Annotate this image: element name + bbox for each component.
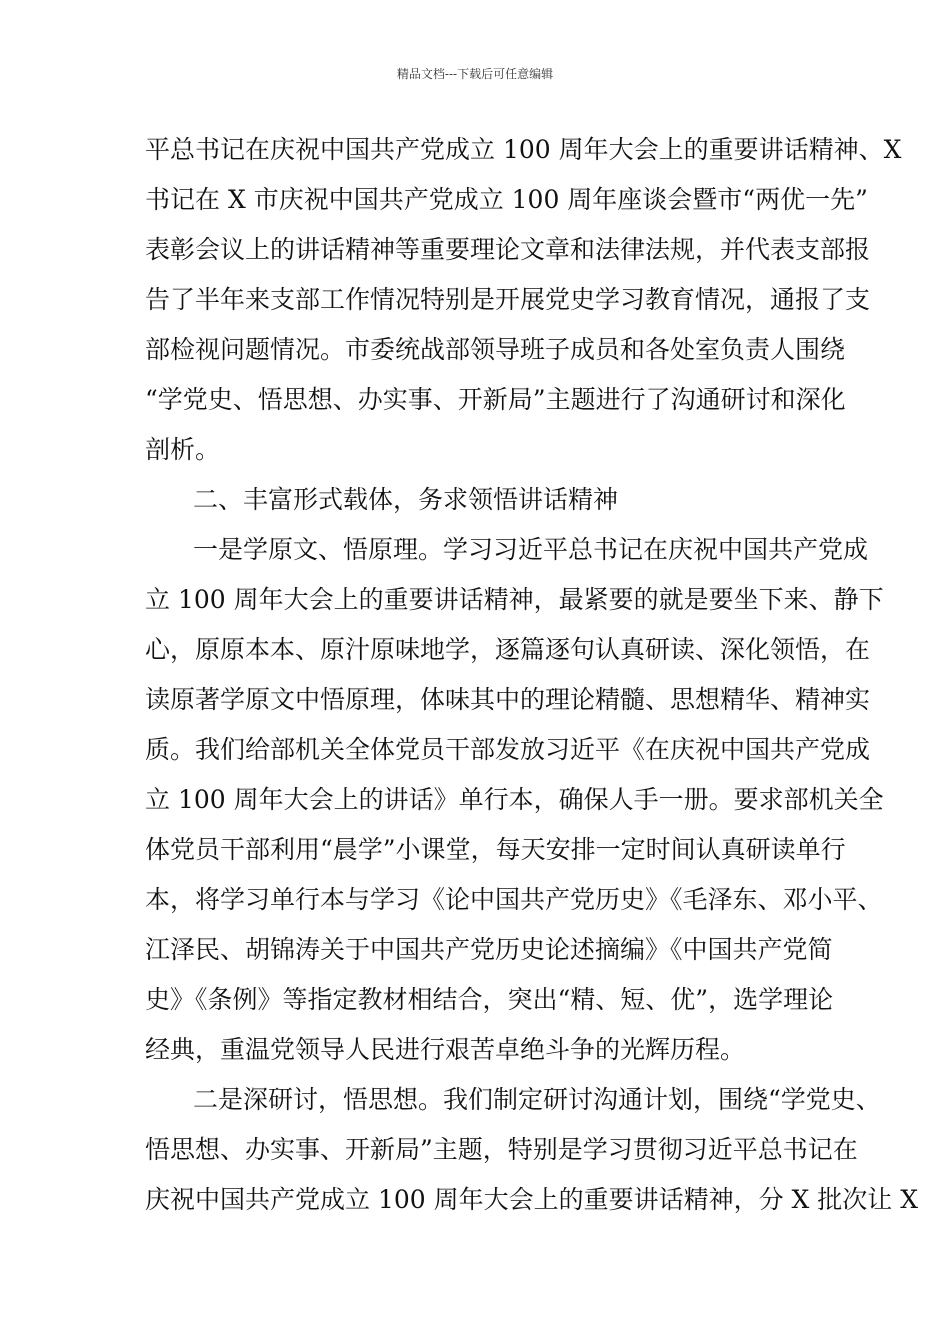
body-line: 江泽民、胡锦涛关于中国共产党历史论述摘编》《中国共产党简 <box>145 935 833 964</box>
body-line: 一是学原文、悟原理。学习习近平总书记在庆祝中国共产党成 <box>193 535 869 564</box>
body-line: 经典，重温党领导人民进行艰苦卓绝斗争的光辉历程。 <box>145 1035 746 1064</box>
body-line: 部检视问题情况。市委统战部领导班子成员和各处室负责人围绕 <box>145 335 846 364</box>
body-line: 悟思想、办实事、开新局”主题，特别是学习贯彻习近平总书记在 <box>145 1135 858 1164</box>
body-line: 本，将学习单行本与学习《论中国共产党历史》《毛泽东、邓小平、 <box>145 885 883 914</box>
body-line: 告了半年来支部工作情况特别是开展党史学习教育情况，通报了支 <box>145 285 871 314</box>
body-line: 二是深研讨，悟思想。我们制定研讨沟通计划，围绕“学党史、 <box>193 1085 881 1114</box>
body-line: 剖析。 <box>145 435 221 464</box>
body-line: 书记在 X 市庆祝中国共产党成立 100 周年座谈会暨市“两优一先” <box>145 185 868 214</box>
body-line: 平总书记在庆祝中国共产党成立 100 周年大会上的重要讲话精神、X <box>145 135 902 164</box>
section-heading: 二、丰富形式载体，务求领悟讲话精神 <box>193 485 619 514</box>
page-header: 精品文档---下载后可任意编辑 <box>396 67 554 81</box>
body-line: 表彰会议上的讲话精神等重要理论文章和法律法规，并代表支部报 <box>145 235 871 264</box>
body-line: 立 100 周年大会上的讲话》单行本，确保人手一册。要求部机关全 <box>145 785 884 814</box>
body-line: 质。我们给部机关全体党员干部发放习近平《在庆祝中国共产党成 <box>145 735 871 764</box>
body-line: 读原著学原文中悟原理，体味其中的理论精髓、思想精华、精神实 <box>145 685 871 714</box>
body-line: “学党史、悟思想、办实事、开新局”主题进行了沟通研讨和深化 <box>145 385 846 414</box>
body-line: 体党员干部利用“晨学”小课堂，每天安排一定时间认真研读单行 <box>145 835 846 864</box>
body-line: 庆祝中国共产党成立 100 周年大会上的重要讲话精神，分 X 批次让 X <box>145 1185 919 1214</box>
body-line: 史》《条例》等指定教材相结合，突出“精、短、优”，选学理论 <box>145 985 834 1014</box>
body-line: 立 100 周年大会上的重要讲话精神，最紧要的就是要坐下来、静下 <box>145 585 884 614</box>
body-line: 心，原原本本、原汁原味地学，逐篇逐句认真研读、深化领悟，在 <box>145 635 871 664</box>
